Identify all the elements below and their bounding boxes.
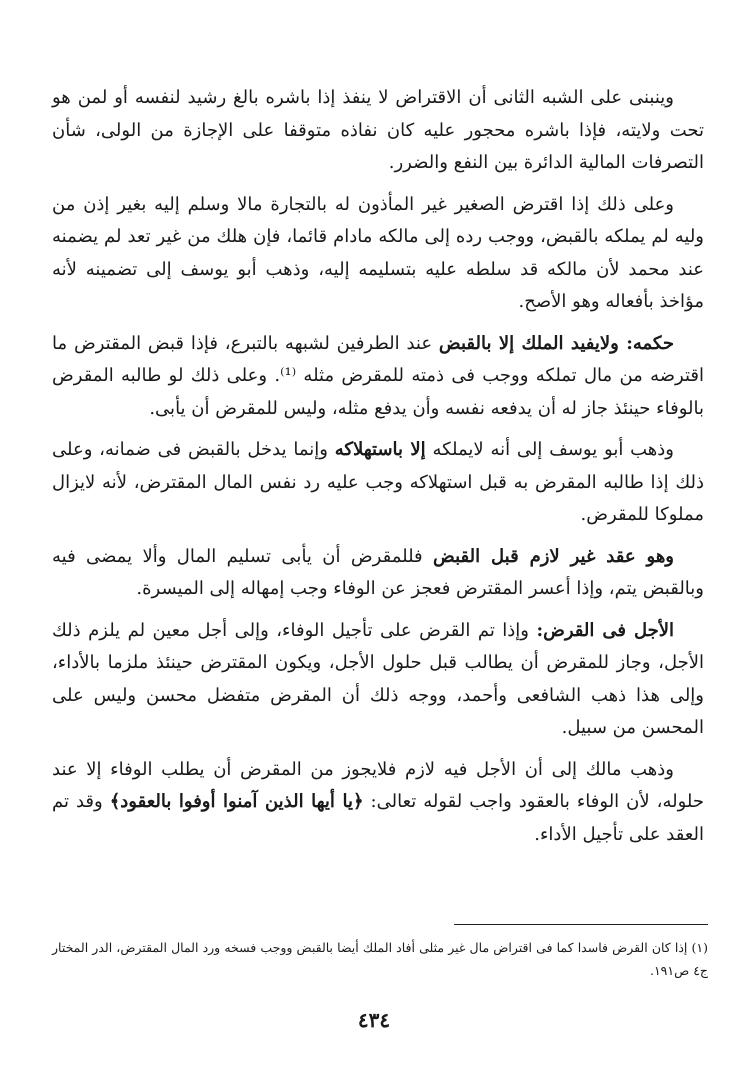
- paragraph-text: عند الطرفين لشبهه بالتبرع، فإذا قبض المقترض ما اقترضه من مال تملكه ووجب فى ذمته للمقرض مثله ⁽¹⁾. وعلى ذلك لو طالبه المقرض بالوفاء حينئذ جاز له أن يدفعه نفسه وأن يدفع مثله، وليس للمقرض أن يأبى.: [52, 332, 704, 419]
- paragraph-text-before: وذهب مالك إلى أن الأجل فيه لازم فلايجوز من المقرض أن يطلب الوفاء إلا عند حلوله، لأن الوفاء بالعقود واجب لقوله تعالى:: [52, 758, 704, 812]
- paragraph-heading: وهو عقد غير لازم قبل القبض: [433, 545, 675, 567]
- paragraph-1: [52, 82, 704, 180]
- footnote-divider: [454, 924, 708, 925]
- paragraph-text: وإنما يدخل بالقبض فى ضمانه، وعلى ذلك إذا طالبه المقرض به قبل استهلاكه وجب عليه رد نفس المال المقترض، لأنه لايزال مملوكا للمقرض.: [52, 439, 704, 525]
- paragraph-4: [52, 434, 704, 532]
- paragraph-emphasis: إلا باستهلاكه: [334, 439, 426, 460]
- paragraph-text: فللمقرض أن يأبى تسليم المال وألا يمضى فيه وبالقبض يتم، وإذا أعسر المقترض فعجز عن الوفاء وجب إمهاله إلى الميسرة.: [52, 545, 704, 599]
- paragraph-text: وإذا تم القرض على تأجيل الوفاء، وإلى أجل معين لم يلزم ذلك الأجل، وجاز للمقرض أن يطالب قبل حلول الأجل، ويكون المقترض حينئذ ملزما بالأداء، وإلى هذا ذهب الشافعى وأحمد، ووجه ذلك أن المقرض متفضل محسن وليس على المحسن من سبيل.: [52, 619, 704, 738]
- paragraph-text: وقد تم العقد على تأجيل الأداء.: [52, 791, 704, 845]
- paragraph-text: وينبنى على الشبه الثانى أن الاقتراض لا ينفذ إذا باشره بالغ رشيد لنفسه أو لمن هو تحت ولايته، فإذا باشره محجور عليه كان نفاذه متوقفا على الإجازة من الولى، شأن التصرفات المالية الدائرة بين النفع والضرر.: [52, 87, 704, 173]
- paragraph-5: [52, 541, 704, 606]
- paragraph-heading: الأجل فى القرض:: [536, 619, 674, 641]
- paragraph-6: [52, 615, 704, 745]
- paragraph-heading: حكمه: ولايفيد الملك إلا بالقبض: [438, 332, 674, 354]
- paragraph-text: وعلى ذلك إذا اقترض الصغير غير المأذون له بالتجارة مالا وسلم إليه بغير إذن من وليه لم يملكه بالقبض، ووجب رده إلى مالكه مادام قائما، فإن هلك من غير تعد لم يضمنه عند محمد لأن مالكه قد سلطه عليه بتسليمه إليه، وذهب أبو يوسف إلى تضمينه لأنه مؤاخذ بأفعاله وهو الأصح.: [52, 193, 704, 312]
- paragraph-7: [52, 754, 704, 852]
- quran-verse: ﴿يا أيها الذين آمنوا أوفوا بالعقود﴾: [109, 791, 364, 812]
- paragraph-text-before: وذهب أبو يوسف إلى أنه لايملكه: [425, 439, 674, 460]
- footnote: (١) إذا كان القرض فاسدا كما فى اقتراض مال غير مثلى أفاد الملك أيضا بالقبض ووجب فسخه ورد المال المقترض، الدر المختار ج٤ ص١٩١.: [52, 940, 708, 978]
- paragraph-3: [52, 328, 704, 426]
- page-number: ٤٣٤: [357, 1008, 391, 1032]
- paragraph-2: [52, 189, 704, 319]
- main-text: [52, 82, 704, 860]
